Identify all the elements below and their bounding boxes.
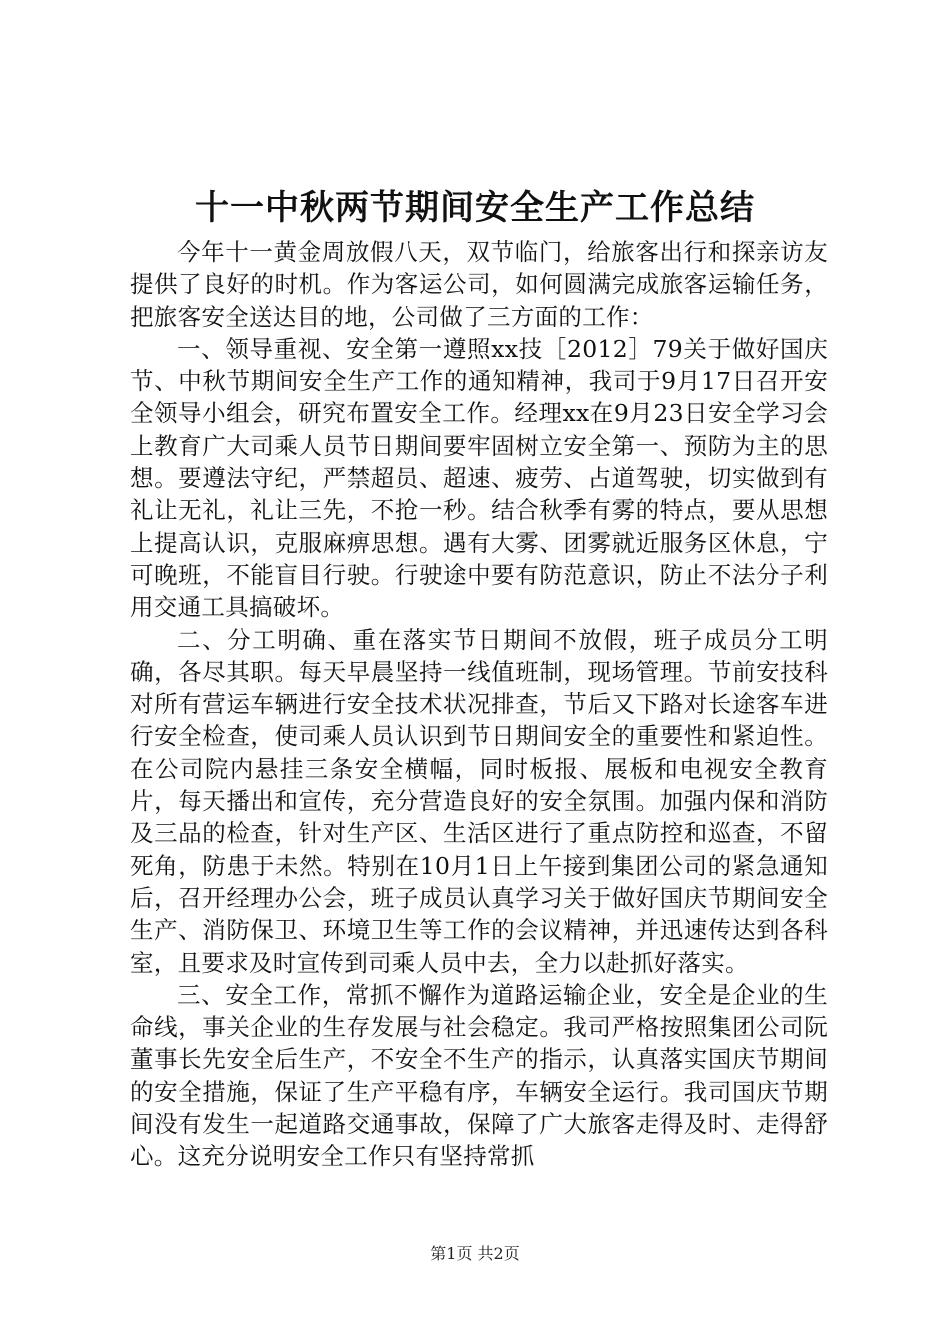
- document-body: [130, 236, 828, 1173]
- paragraph-section-1: 一、领导重视、安全第一遵照xx技［2012］79关于做好国庆节、中秋节期间安全生产工作的通知精神，我司于9月17日召开安全领导小组会，研究布置安全工作。经理xx在9月23日安全学习会上教育广大司乘人员节日期间要牢固树立安全第一、预防为主的思想。要遵法守纪，严禁超员、超速、疲劳、占道驾驶，切实做到有礼让无礼，礼让三先，不抢一秒。结合秋季有雾的特点，要从思想上提高认识，克服麻痹思想。遇有大雾、团雾就近服务区休息，宁可晚班，不能盲目行驶。行驶途中要有防范意识，防止不法分子利用交通工具搞破坏。: [130, 334, 828, 622]
- paragraph-intro: 今年十一黄金周放假八天，双节临门，给旅客出行和探亲访友提供了良好的时机。作为客运公司，如何圆满完成旅客运输任务，把旅客安全送达目的地，公司做了三方面的工作：: [130, 238, 828, 331]
- page-number-footer: 第1页 共2页: [430, 1244, 520, 1263]
- paragraph-section-3: 三、安全工作，常抓不懈作为道路运输企业，安全是企业的生命线，事关企业的生存发展与社会稳定。我司严格按照集团公司阮董事长先安全后生产，不安全不生产的指示，认真落实国庆节期间的安全措施，保证了生产平稳有序，车辆安全运行。我司国庆节期间没有发生一起道路交通事故，保障了广大旅客走得及时、走得舒心。这充分说明安全工作只有坚持常抓: [130, 980, 828, 1171]
- document-title: 十一中秋两节期间安全生产工作总结: [195, 188, 755, 228]
- paragraph-section-2: 二、分工明确、重在落实节日期间不放假，班子成员分工明确，各尽其职。每天早晨坚持一线值班制，现场管理。节前安技科对所有营运车辆进行安全技术状况排查，节后又下路对长途客车进行安全检查，使司乘人员认识到节日期间安全的重要性和紧迫性。在公司院内悬挂三条安全横幅，同时板报、展板和电视安全教育片，每天播出和宣传，充分营造良好的安全氛围。加强内保和消防及三品的检查，针对生产区、生活区进行了重点防控和巡查，不留死角，防患于未然。特别在10月1日上午接到集团公司的紧急通知后，召开经理办公会，班子成员认真学习关于做好国庆节期间安全生产、消防保卫、环境卫生等工作的会议精神，并迅速传达到各科室，且要求及时宣传到司乘人员中去，全力以赴抓好落实。: [130, 625, 828, 977]
